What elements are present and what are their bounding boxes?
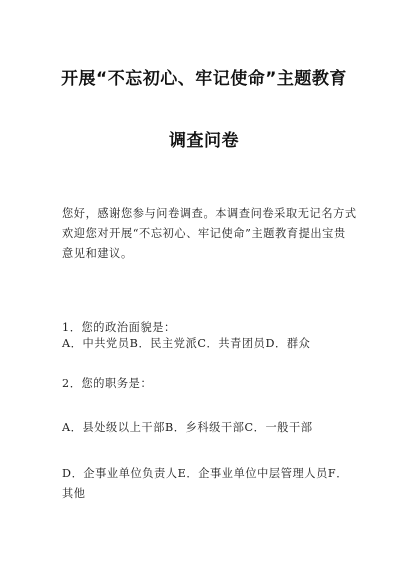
question-1-label: 1．您的政治面貌是： [62,321,176,334]
intro-line: 您好，感谢您参与问卷调查。本调查问卷采取无记名方式 [62,207,357,220]
intro-line: 欢迎您对开展“不忘初心、牢记使命”主题教育提出宝贵 [62,227,346,240]
question-2-options-continued [62,464,354,504]
intro-line: 意见和建议。 [62,247,133,260]
option-line: D．企事业单位负责人E．企事业单位中层管理人员F． [62,467,349,480]
option-line: A．中共党员B．民主党派C．共青团员D．群众 [62,337,311,350]
question-1-options [62,334,354,354]
intro-paragraph [62,204,357,264]
document-title-line-2: 调查问卷 [169,131,239,151]
option-line: 其他 [62,487,86,500]
question-2-label: 2．您的职务是： [62,377,153,390]
document-title-line-1: 开展“不忘初心、牢记使命”主题教育 [61,69,347,89]
option-line: A．县处级以上干部B．乡科级干部C．一般干部 [62,421,313,434]
question-2-options [62,418,354,438]
